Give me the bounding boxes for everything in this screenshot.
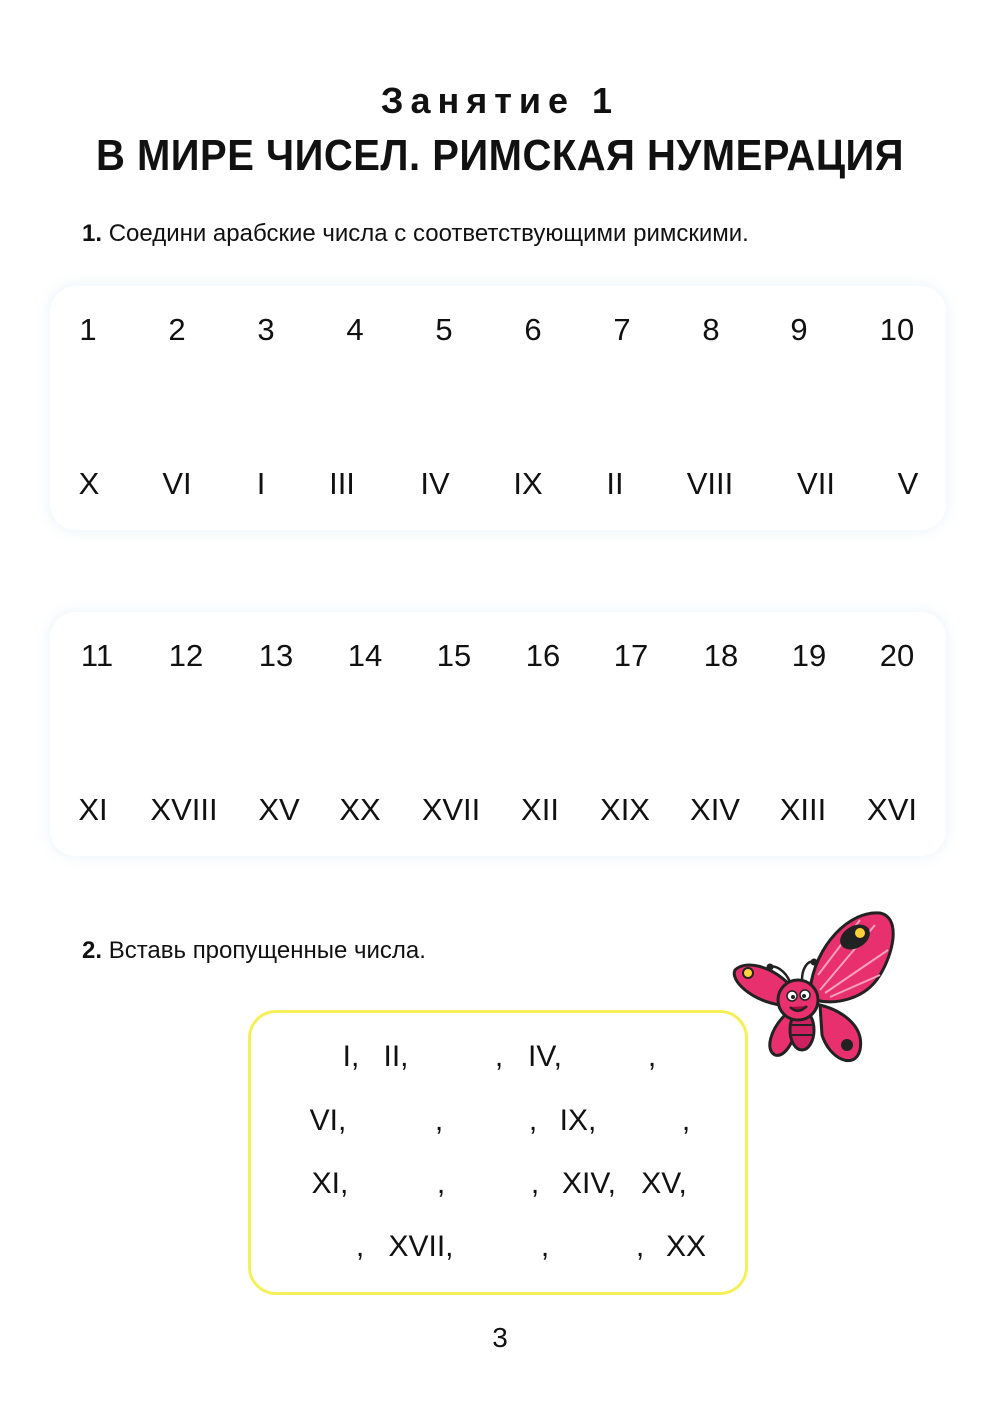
lesson-heading: Занятие 1	[380, 80, 620, 121]
roman-numeral[interactable]: X	[78, 466, 100, 501]
roman-numeral[interactable]: VII	[797, 466, 835, 501]
task-1-text: Соедини арабские числа с соответствующими римскими.	[108, 220, 749, 247]
arabic-number[interactable]: 18	[703, 638, 739, 673]
sequence-blank[interactable]: ,	[681, 1104, 691, 1137]
sequence-blank[interactable]: ,	[355, 1230, 365, 1263]
roman-numeral[interactable]: V	[897, 466, 919, 501]
roman-numeral[interactable]: VIII	[686, 466, 734, 501]
arabic-number[interactable]: 19	[791, 638, 827, 673]
roman-numeral[interactable]: XV	[258, 792, 300, 827]
roman-numeral[interactable]: IV	[420, 466, 450, 501]
arabic-number[interactable]: 15	[436, 638, 472, 673]
arabic-number[interactable]: 6	[524, 312, 542, 347]
arabic-number[interactable]: 9	[790, 312, 808, 347]
arabic-number[interactable]: 1	[79, 312, 97, 347]
roman-numeral[interactable]: IX	[513, 466, 543, 501]
roman-numeral[interactable]: XIII	[779, 792, 827, 827]
arabic-row-1	[50, 312, 946, 352]
sequence-blank[interactable]: ,	[635, 1230, 645, 1263]
matching-box-2	[50, 612, 946, 856]
task-1-number: 1.	[82, 220, 103, 247]
arabic-number[interactable]: 11	[80, 638, 114, 673]
arabic-number[interactable]: 12	[168, 638, 204, 673]
sequence-item: XVII,	[388, 1230, 454, 1263]
sequence-item: IV,	[528, 1040, 562, 1073]
roman-numeral[interactable]: XIX	[600, 792, 650, 827]
roman-row-1	[50, 466, 946, 506]
sequence-blank[interactable]: ,	[494, 1040, 504, 1073]
arabic-number[interactable]: 2	[168, 312, 186, 347]
page-title: В МИРЕ ЧИСЕЛ. РИМСКАЯ НУМЕРАЦИЯ	[95, 132, 905, 180]
arabic-number[interactable]: 13	[258, 638, 294, 673]
page-number: 3	[492, 1322, 508, 1353]
sequence-item: XX	[665, 1230, 707, 1263]
matching-box-1	[50, 286, 946, 530]
sequence-item: XV,	[641, 1167, 687, 1200]
roman-numeral[interactable]: XVIII	[150, 792, 218, 827]
roman-numeral[interactable]: XIV	[690, 792, 740, 827]
sequence-blank[interactable]: ,	[434, 1104, 444, 1137]
sequence-blank[interactable]: ,	[540, 1230, 550, 1263]
arabic-number[interactable]: 5	[435, 312, 453, 347]
sequence-item: I,	[342, 1040, 360, 1073]
arabic-number[interactable]: 20	[879, 638, 915, 673]
sequence-blank[interactable]: ,	[647, 1040, 657, 1073]
sequence-blank[interactable]: ,	[530, 1167, 540, 1200]
roman-row-2	[50, 792, 946, 832]
arabic-number[interactable]: 10	[879, 312, 915, 347]
roman-numeral[interactable]: XI	[78, 792, 108, 827]
sequence-item: XI,	[311, 1167, 349, 1200]
task-2-number: 2.	[82, 937, 103, 964]
roman-numeral[interactable]: VI	[162, 466, 192, 501]
roman-numeral[interactable]: III	[329, 466, 355, 501]
arabic-number[interactable]: 7	[613, 312, 631, 347]
arabic-number[interactable]: 8	[702, 312, 720, 347]
task-2-instruction	[82, 937, 426, 965]
sequence-item: II,	[383, 1040, 409, 1073]
roman-numeral[interactable]: II	[606, 466, 624, 501]
roman-numeral[interactable]: XII	[521, 792, 559, 827]
arabic-row-2	[50, 638, 946, 678]
roman-numeral[interactable]: XX	[339, 792, 381, 827]
sequence-blank[interactable]: ,	[436, 1167, 446, 1200]
arabic-number[interactable]: 16	[525, 638, 561, 673]
roman-numeral[interactable]: XVII	[421, 792, 481, 827]
sequence-item: VI,	[309, 1104, 347, 1137]
arabic-number[interactable]: 3	[257, 312, 275, 347]
roman-numeral[interactable]: XVI	[867, 792, 917, 827]
butterfly-illustration	[730, 905, 900, 1070]
task-2-text: Вставь пропущенные числа.	[108, 937, 426, 964]
arabic-number[interactable]: 14	[347, 638, 383, 673]
sequence-item: IX,	[559, 1104, 597, 1137]
roman-numeral[interactable]: I	[256, 466, 266, 501]
sequence-blank[interactable]: ,	[528, 1104, 538, 1137]
arabic-number[interactable]: 17	[613, 638, 649, 673]
arabic-number[interactable]: 4	[346, 312, 364, 347]
task-1-instruction	[82, 220, 749, 248]
sequence-item: XIV,	[562, 1167, 616, 1200]
